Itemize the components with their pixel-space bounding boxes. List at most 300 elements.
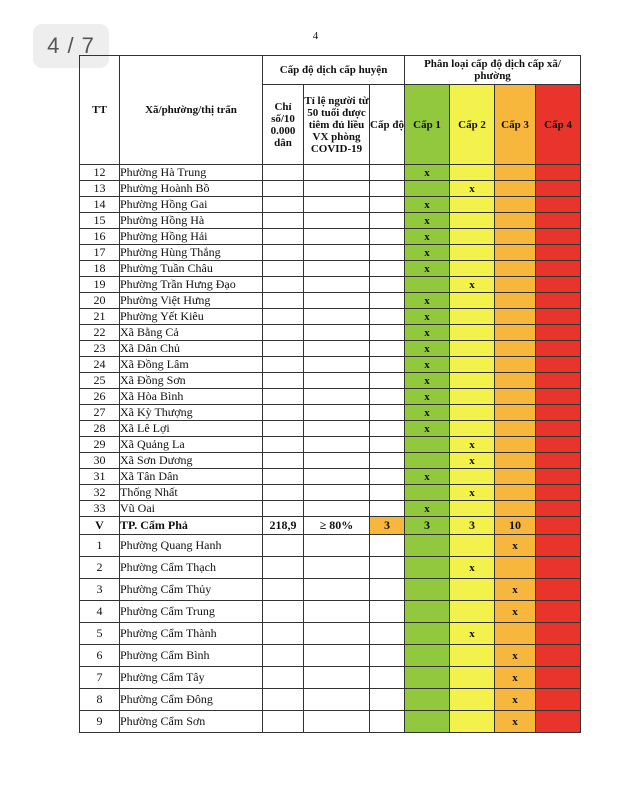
row-tt: 13 — [80, 181, 120, 197]
table-row — [80, 667, 581, 689]
row-tt: 21 — [80, 309, 120, 325]
row-unit-name: Phường Cẩm Thành — [120, 623, 263, 645]
row-index — [263, 501, 304, 517]
row-vaccine-rate — [304, 229, 370, 245]
summary-cap4 — [536, 517, 581, 535]
row-cap3 — [495, 389, 536, 405]
row-tt: 28 — [80, 421, 120, 437]
row-level — [370, 373, 405, 389]
row-index — [263, 309, 304, 325]
row-vaccine-rate — [304, 601, 370, 623]
row-cap1 — [405, 437, 450, 453]
row-cap3 — [495, 293, 536, 309]
row-index — [263, 197, 304, 213]
row-cap1 — [405, 453, 450, 469]
row-vaccine-rate — [304, 557, 370, 579]
row-tt: 29 — [80, 437, 120, 453]
row-cap2 — [450, 689, 495, 711]
row-index — [263, 623, 304, 645]
row-level — [370, 645, 405, 667]
row-cap4 — [536, 485, 581, 501]
row-cap3 — [495, 325, 536, 341]
row-level — [370, 357, 405, 373]
table-row — [80, 623, 581, 645]
row-cap4 — [536, 229, 581, 245]
row-cap3 — [495, 181, 536, 197]
row-index — [263, 389, 304, 405]
row-unit-name: Xã Tân Dân — [120, 469, 263, 485]
table-row — [80, 309, 581, 325]
table-row — [80, 229, 581, 245]
row-cap2: x — [450, 277, 495, 293]
row-level — [370, 689, 405, 711]
row-cap2 — [450, 421, 495, 437]
row-level — [370, 341, 405, 357]
row-cap4 — [536, 309, 581, 325]
summary-tt: V — [80, 517, 120, 535]
summary-vaccine-rate: ≥ 80% — [304, 517, 370, 535]
row-unit-name: Xã Kỳ Thượng — [120, 405, 263, 421]
row-cap2 — [450, 667, 495, 689]
header-cap3: Cấp 3 — [495, 85, 536, 165]
row-tt: 27 — [80, 405, 120, 421]
row-vaccine-rate — [304, 261, 370, 277]
row-tt: 17 — [80, 245, 120, 261]
table-row — [80, 601, 581, 623]
row-cap1 — [405, 181, 450, 197]
row-vaccine-rate — [304, 501, 370, 517]
row-cap4 — [536, 357, 581, 373]
row-cap4 — [536, 645, 581, 667]
header-cap1: Cấp 1 — [405, 85, 450, 165]
row-vaccine-rate — [304, 325, 370, 341]
row-cap2 — [450, 535, 495, 557]
row-index — [263, 689, 304, 711]
row-cap3 — [495, 261, 536, 277]
epidemic-level-table — [79, 55, 581, 733]
row-cap3 — [495, 437, 536, 453]
table-row — [80, 453, 581, 469]
row-cap3 — [495, 245, 536, 261]
summary-cap1: 3 — [405, 517, 450, 535]
row-index — [263, 579, 304, 601]
row-unit-name: Phường Cẩm Tây — [120, 667, 263, 689]
row-level — [370, 213, 405, 229]
table-row — [80, 357, 581, 373]
row-cap4 — [536, 623, 581, 645]
row-cap3 — [495, 421, 536, 437]
row-cap1: x — [405, 245, 450, 261]
table-row — [80, 501, 581, 517]
row-unit-name: Phường Hồng Hải — [120, 229, 263, 245]
row-index — [263, 405, 304, 421]
table-row — [80, 389, 581, 405]
row-unit-name: Phường Trần Hưng Đạo — [120, 277, 263, 293]
row-cap3 — [495, 357, 536, 373]
table-row — [80, 181, 581, 197]
table-row — [80, 469, 581, 485]
row-tt: 16 — [80, 229, 120, 245]
row-level — [370, 165, 405, 181]
row-cap2 — [450, 373, 495, 389]
header-level: Cấp độ — [370, 85, 405, 165]
row-vaccine-rate — [304, 293, 370, 309]
row-unit-name: Phường Cẩm Sơn — [120, 711, 263, 733]
row-cap3 — [495, 341, 536, 357]
row-cap2 — [450, 469, 495, 485]
row-vaccine-rate — [304, 373, 370, 389]
row-cap1: x — [405, 229, 450, 245]
table-summary — [80, 517, 581, 535]
row-cap3 — [495, 309, 536, 325]
row-index — [263, 373, 304, 389]
row-cap4 — [536, 213, 581, 229]
row-cap1: x — [405, 293, 450, 309]
row-index — [263, 357, 304, 373]
header-vaccine-rate: Tỉ lệ người từ 50 tuổi được tiêm đủ liều VX phòng COVID-19 — [304, 85, 370, 165]
row-index — [263, 453, 304, 469]
row-level — [370, 309, 405, 325]
row-index — [263, 469, 304, 485]
table-row — [80, 711, 581, 733]
row-vaccine-rate — [304, 645, 370, 667]
row-cap4 — [536, 293, 581, 309]
row-cap3 — [495, 165, 536, 181]
table-row — [80, 325, 581, 341]
row-cap1: x — [405, 165, 450, 181]
row-cap2 — [450, 389, 495, 405]
row-cap1: x — [405, 421, 450, 437]
table-row — [80, 689, 581, 711]
row-unit-name: Phường Quang Hanh — [120, 535, 263, 557]
row-cap1: x — [405, 501, 450, 517]
summary-level: 3 — [370, 517, 405, 535]
table-row — [80, 165, 581, 181]
table-row — [80, 245, 581, 261]
row-cap1 — [405, 711, 450, 733]
table-row — [80, 213, 581, 229]
row-vaccine-rate — [304, 357, 370, 373]
row-tt: 30 — [80, 453, 120, 469]
row-tt: 19 — [80, 277, 120, 293]
row-cap3 — [495, 623, 536, 645]
table-row — [80, 277, 581, 293]
row-level — [370, 277, 405, 293]
row-tt: 8 — [80, 689, 120, 711]
row-tt: 12 — [80, 165, 120, 181]
row-level — [370, 485, 405, 501]
row-unit-name: Phường Cẩm Thạch — [120, 557, 263, 579]
row-tt: 26 — [80, 389, 120, 405]
row-cap1: x — [405, 389, 450, 405]
row-cap3: x — [495, 645, 536, 667]
row-unit-name: Phường Tuần Châu — [120, 261, 263, 277]
row-tt: 32 — [80, 485, 120, 501]
row-cap2: x — [450, 437, 495, 453]
row-cap3 — [495, 469, 536, 485]
row-cap2 — [450, 579, 495, 601]
row-cap2 — [450, 245, 495, 261]
table-body-part2 — [80, 535, 581, 733]
row-level — [370, 469, 405, 485]
row-cap4 — [536, 601, 581, 623]
row-cap3: x — [495, 601, 536, 623]
row-unit-name: Xã Sơn Dương — [120, 453, 263, 469]
table-row — [80, 437, 581, 453]
row-cap4 — [536, 165, 581, 181]
row-cap3: x — [495, 667, 536, 689]
row-vaccine-rate — [304, 421, 370, 437]
row-level — [370, 501, 405, 517]
row-index — [263, 165, 304, 181]
row-level — [370, 601, 405, 623]
row-index — [263, 437, 304, 453]
row-vaccine-rate — [304, 341, 370, 357]
row-tt: 33 — [80, 501, 120, 517]
row-unit-name: Phường Hà Trung — [120, 165, 263, 181]
row-cap4 — [536, 557, 581, 579]
table-body-part1 — [80, 165, 581, 517]
row-unit-name: Xã Hòa Bình — [120, 389, 263, 405]
row-cap3 — [495, 453, 536, 469]
row-unit-name: Xã Đồng Lâm — [120, 357, 263, 373]
row-unit-name: Vũ Oai — [120, 501, 263, 517]
row-cap1: x — [405, 341, 450, 357]
row-tt: 24 — [80, 357, 120, 373]
row-vaccine-rate — [304, 469, 370, 485]
row-index — [263, 601, 304, 623]
row-cap2 — [450, 341, 495, 357]
row-cap4 — [536, 325, 581, 341]
document-page-number: 4 — [312, 30, 319, 42]
header-district-level: Cấp độ dịch cấp huyện — [263, 56, 405, 85]
row-cap2 — [450, 261, 495, 277]
row-index — [263, 261, 304, 277]
row-cap1: x — [405, 357, 450, 373]
row-index — [263, 711, 304, 733]
row-cap4 — [536, 245, 581, 261]
row-cap3 — [495, 213, 536, 229]
row-cap2: x — [450, 557, 495, 579]
row-cap3: x — [495, 689, 536, 711]
row-unit-name: Phường Hồng Gai — [120, 197, 263, 213]
row-cap3 — [495, 277, 536, 293]
row-index — [263, 485, 304, 501]
row-cap1: x — [405, 197, 450, 213]
page-indicator-text: 4 / 7 — [47, 33, 95, 58]
table-row — [80, 557, 581, 579]
row-cap1: x — [405, 213, 450, 229]
row-cap1: x — [405, 309, 450, 325]
row-vaccine-rate — [304, 245, 370, 261]
row-level — [370, 261, 405, 277]
row-index — [263, 645, 304, 667]
table-row — [80, 405, 581, 421]
summary-row-cam-pha — [80, 517, 581, 535]
table-row — [80, 485, 581, 501]
row-unit-name: Phường Cẩm Đông — [120, 689, 263, 711]
row-cap3 — [495, 501, 536, 517]
row-cap2: x — [450, 485, 495, 501]
row-cap1 — [405, 557, 450, 579]
row-cap4 — [536, 389, 581, 405]
row-vaccine-rate — [304, 389, 370, 405]
table-row — [80, 579, 581, 601]
row-tt: 18 — [80, 261, 120, 277]
row-level — [370, 711, 405, 733]
row-cap3 — [495, 405, 536, 421]
row-cap4 — [536, 405, 581, 421]
row-index — [263, 341, 304, 357]
row-level — [370, 421, 405, 437]
row-tt: 4 — [80, 601, 120, 623]
row-cap1 — [405, 689, 450, 711]
row-unit-name: Phường Hùng Thắng — [120, 245, 263, 261]
row-level — [370, 245, 405, 261]
row-cap2 — [450, 293, 495, 309]
row-level — [370, 181, 405, 197]
row-index — [263, 535, 304, 557]
row-vaccine-rate — [304, 405, 370, 421]
header-commune-level: Phân loại cấp độ dịch cấp xã/ phường — [405, 56, 581, 85]
row-vaccine-rate — [304, 437, 370, 453]
row-cap4 — [536, 469, 581, 485]
row-tt: 3 — [80, 579, 120, 601]
row-cap1 — [405, 667, 450, 689]
table-row — [80, 421, 581, 437]
row-cap2 — [450, 711, 495, 733]
row-tt: 15 — [80, 213, 120, 229]
row-tt: 6 — [80, 645, 120, 667]
header-cap4: Cấp 4 — [536, 85, 581, 165]
row-cap2 — [450, 197, 495, 213]
row-unit-name: Xã Đồng Sơn — [120, 373, 263, 389]
row-unit-name: Phường Yết Kiêu — [120, 309, 263, 325]
row-cap3 — [495, 197, 536, 213]
row-vaccine-rate — [304, 579, 370, 601]
row-cap2: x — [450, 181, 495, 197]
row-vaccine-rate — [304, 711, 370, 733]
table-row — [80, 535, 581, 557]
row-tt: 20 — [80, 293, 120, 309]
row-cap1 — [405, 645, 450, 667]
row-vaccine-rate — [304, 535, 370, 557]
row-cap3: x — [495, 579, 536, 601]
row-index — [263, 557, 304, 579]
row-vaccine-rate — [304, 197, 370, 213]
row-cap4 — [536, 667, 581, 689]
header-unit: Xã/phường/thị trấn — [120, 56, 263, 165]
row-cap3 — [495, 557, 536, 579]
row-cap1 — [405, 579, 450, 601]
row-unit-name: Phường Cẩm Bình — [120, 645, 263, 667]
row-cap1: x — [405, 469, 450, 485]
row-cap2 — [450, 309, 495, 325]
header-index: Chỉ số/10 0.000 dân — [263, 85, 304, 165]
table-row — [80, 293, 581, 309]
row-tt: 1 — [80, 535, 120, 557]
row-index — [263, 181, 304, 197]
row-cap3 — [495, 373, 536, 389]
summary-name: TP. Cẩm Phả — [120, 517, 263, 535]
row-level — [370, 293, 405, 309]
row-index — [263, 229, 304, 245]
row-cap1: x — [405, 261, 450, 277]
row-cap4 — [536, 341, 581, 357]
row-cap4 — [536, 261, 581, 277]
row-cap2 — [450, 501, 495, 517]
row-cap4 — [536, 453, 581, 469]
row-cap2 — [450, 601, 495, 623]
table-row — [80, 373, 581, 389]
row-cap2 — [450, 405, 495, 421]
row-level — [370, 197, 405, 213]
row-cap2 — [450, 645, 495, 667]
row-tt: 22 — [80, 325, 120, 341]
row-level — [370, 557, 405, 579]
row-index — [263, 325, 304, 341]
row-unit-name: Phường Hoành Bồ — [120, 181, 263, 197]
row-level — [370, 623, 405, 645]
summary-cap2: 3 — [450, 517, 495, 535]
row-tt: 9 — [80, 711, 120, 733]
row-vaccine-rate — [304, 667, 370, 689]
row-tt: 14 — [80, 197, 120, 213]
row-unit-name: Xã Dân Chủ — [120, 341, 263, 357]
row-cap4 — [536, 711, 581, 733]
row-cap1: x — [405, 325, 450, 341]
row-cap4 — [536, 421, 581, 437]
row-index — [263, 277, 304, 293]
row-vaccine-rate — [304, 277, 370, 293]
row-level — [370, 437, 405, 453]
row-index — [263, 213, 304, 229]
row-tt: 31 — [80, 469, 120, 485]
row-cap2 — [450, 165, 495, 181]
row-cap3 — [495, 485, 536, 501]
row-cap4 — [536, 437, 581, 453]
row-vaccine-rate — [304, 623, 370, 645]
row-cap4 — [536, 689, 581, 711]
row-cap4 — [536, 181, 581, 197]
row-level — [370, 405, 405, 421]
row-tt: 23 — [80, 341, 120, 357]
row-tt: 25 — [80, 373, 120, 389]
row-cap4 — [536, 277, 581, 293]
row-cap2 — [450, 357, 495, 373]
row-cap2: x — [450, 623, 495, 645]
row-level — [370, 535, 405, 557]
row-level — [370, 229, 405, 245]
row-unit-name: Phường Cẩm Trung — [120, 601, 263, 623]
row-cap1 — [405, 535, 450, 557]
row-unit-name: Xã Lê Lợi — [120, 421, 263, 437]
row-cap2 — [450, 213, 495, 229]
row-cap3 — [495, 229, 536, 245]
row-vaccine-rate — [304, 213, 370, 229]
row-tt: 5 — [80, 623, 120, 645]
row-cap1 — [405, 277, 450, 293]
row-unit-name: Xã Bằng Cả — [120, 325, 263, 341]
row-level — [370, 325, 405, 341]
row-unit-name: Phường Việt Hưng — [120, 293, 263, 309]
row-index — [263, 667, 304, 689]
summary-cap3: 10 — [495, 517, 536, 535]
row-level — [370, 667, 405, 689]
header-cap2: Cấp 2 — [450, 85, 495, 165]
row-level — [370, 579, 405, 601]
header-tt: TT — [80, 56, 120, 165]
